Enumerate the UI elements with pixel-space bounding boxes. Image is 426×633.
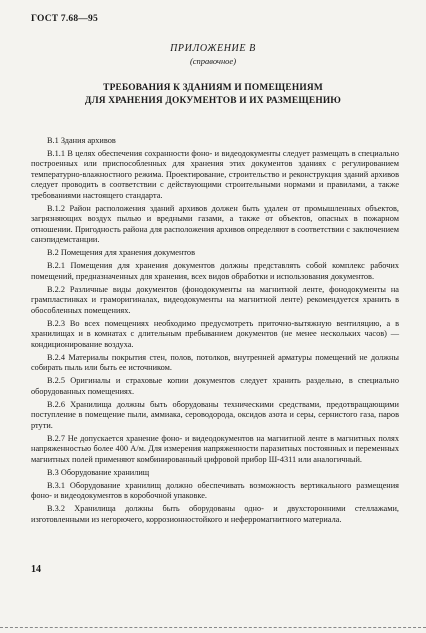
scan-edge-divider [0, 627, 426, 628]
paragraph: В.3.2 Хранилища должны быть оборудованы одно- и двухсторонними стеллажами, изготовленными из негорючего, коррозионностойкого и неферромагнитного материала. [31, 504, 399, 524]
document-body [31, 136, 399, 525]
document-title [0, 82, 426, 108]
paragraph: В.3.1 Оборудование хранилищ должно обеспечивать возможность вертикального размещения фоно- и видеодокументов в коробочной упаковке. [31, 480, 399, 500]
paragraph: В.2.7 Не допускается хранение фоно- и видеодокументов на магнитной ленте в магнитных полях напряженностью более 400 А/м. Для измерения напряженности паразитных постоянных и переменных магнитных полей применяют комбинированный цифровой прибор Ш-4311 или аналогичный. [31, 433, 399, 464]
title-line-2: ДЛЯ ХРАНЕНИЯ ДОКУМЕНТОВ И ИХ РАЗМЕЩЕНИЮ [84, 96, 342, 106]
paragraph: В.2.1 Помещения для хранения документов должны представлять собой комплекс рабочих помещений, предназначенных для хранения, всех видов обработки и использования документов. [31, 261, 399, 281]
paragraph: В.2.2 Различные виды документов (фонодокументы на магнитной ленте, фонодокументы на грампластинках и граморигиналах, видеодокументы на магнитной ленте) рекомендуется хранить в обособленных помещениях. [31, 284, 399, 315]
section-heading: В.3 Оборудование хранилищ [47, 467, 150, 477]
paragraph: В.2.6 Хранилища должны быть оборудованы техническими средствами, предотвращающими поступление в помещение пыли, аммиака, сероводорода, оксидов азота и серы, сернистого газа, паров ртути. [31, 399, 399, 430]
page-number: 14 [31, 564, 41, 575]
section-heading: В.2 Помещения для хранения документов [47, 248, 195, 257]
paragraph: В.2.5 Оригиналы и страховые копии документов следует хранить раздельно, в специально оборудованных помещениях. [31, 376, 399, 396]
paragraph: В.2.3 Во всех помещениях необходимо предусмотреть приточно-вытяжную вентиляцию, а в хранилищах и в комнатах с длительным пребыванием документов (не менее нескольких часов) — кондиционирование воздуха. [31, 318, 399, 349]
standard-header: ГОСТ 7.68—95 [31, 14, 98, 24]
paragraph: В.1.1 В целях обеспечения сохранности фоно- и видеодокументы следует размещать в специально построенных или приспособленных для хранения этих документов зданиях с регулированием температурно-влажностного режима. Проектирование, строительство и реконструкция зданий архивов следует проводить в соответствии с действующими строительными нормами и правилами, а также требованиями настоящего стандарта. [31, 148, 399, 200]
paragraph: В.1.2 Район расположения зданий архивов должен быть удален от промышленных объектов, загрязняющих воздух пылью и вредными газами, а также от объектов, опасных в пожарном отношении. Пригодность района для расположения архивов определяют в соответствии с заключением санэпидемстанции. [31, 203, 399, 244]
appendix-note: (справочное) [189, 56, 237, 66]
section-heading: В.1 Здания архивов [47, 136, 116, 145]
appendix-label: ПРИЛОЖЕНИЕ В [170, 43, 256, 54]
title-line-1: ТРЕБОВАНИЯ К ЗДАНИЯМ И ПОМЕЩЕНИЯМ [103, 83, 323, 93]
paragraph: В.2.4 Материалы покрытия стен, полов, потолков, внутренней арматуры помещений не должны собирать пыль или быть ее источником. [31, 352, 399, 372]
